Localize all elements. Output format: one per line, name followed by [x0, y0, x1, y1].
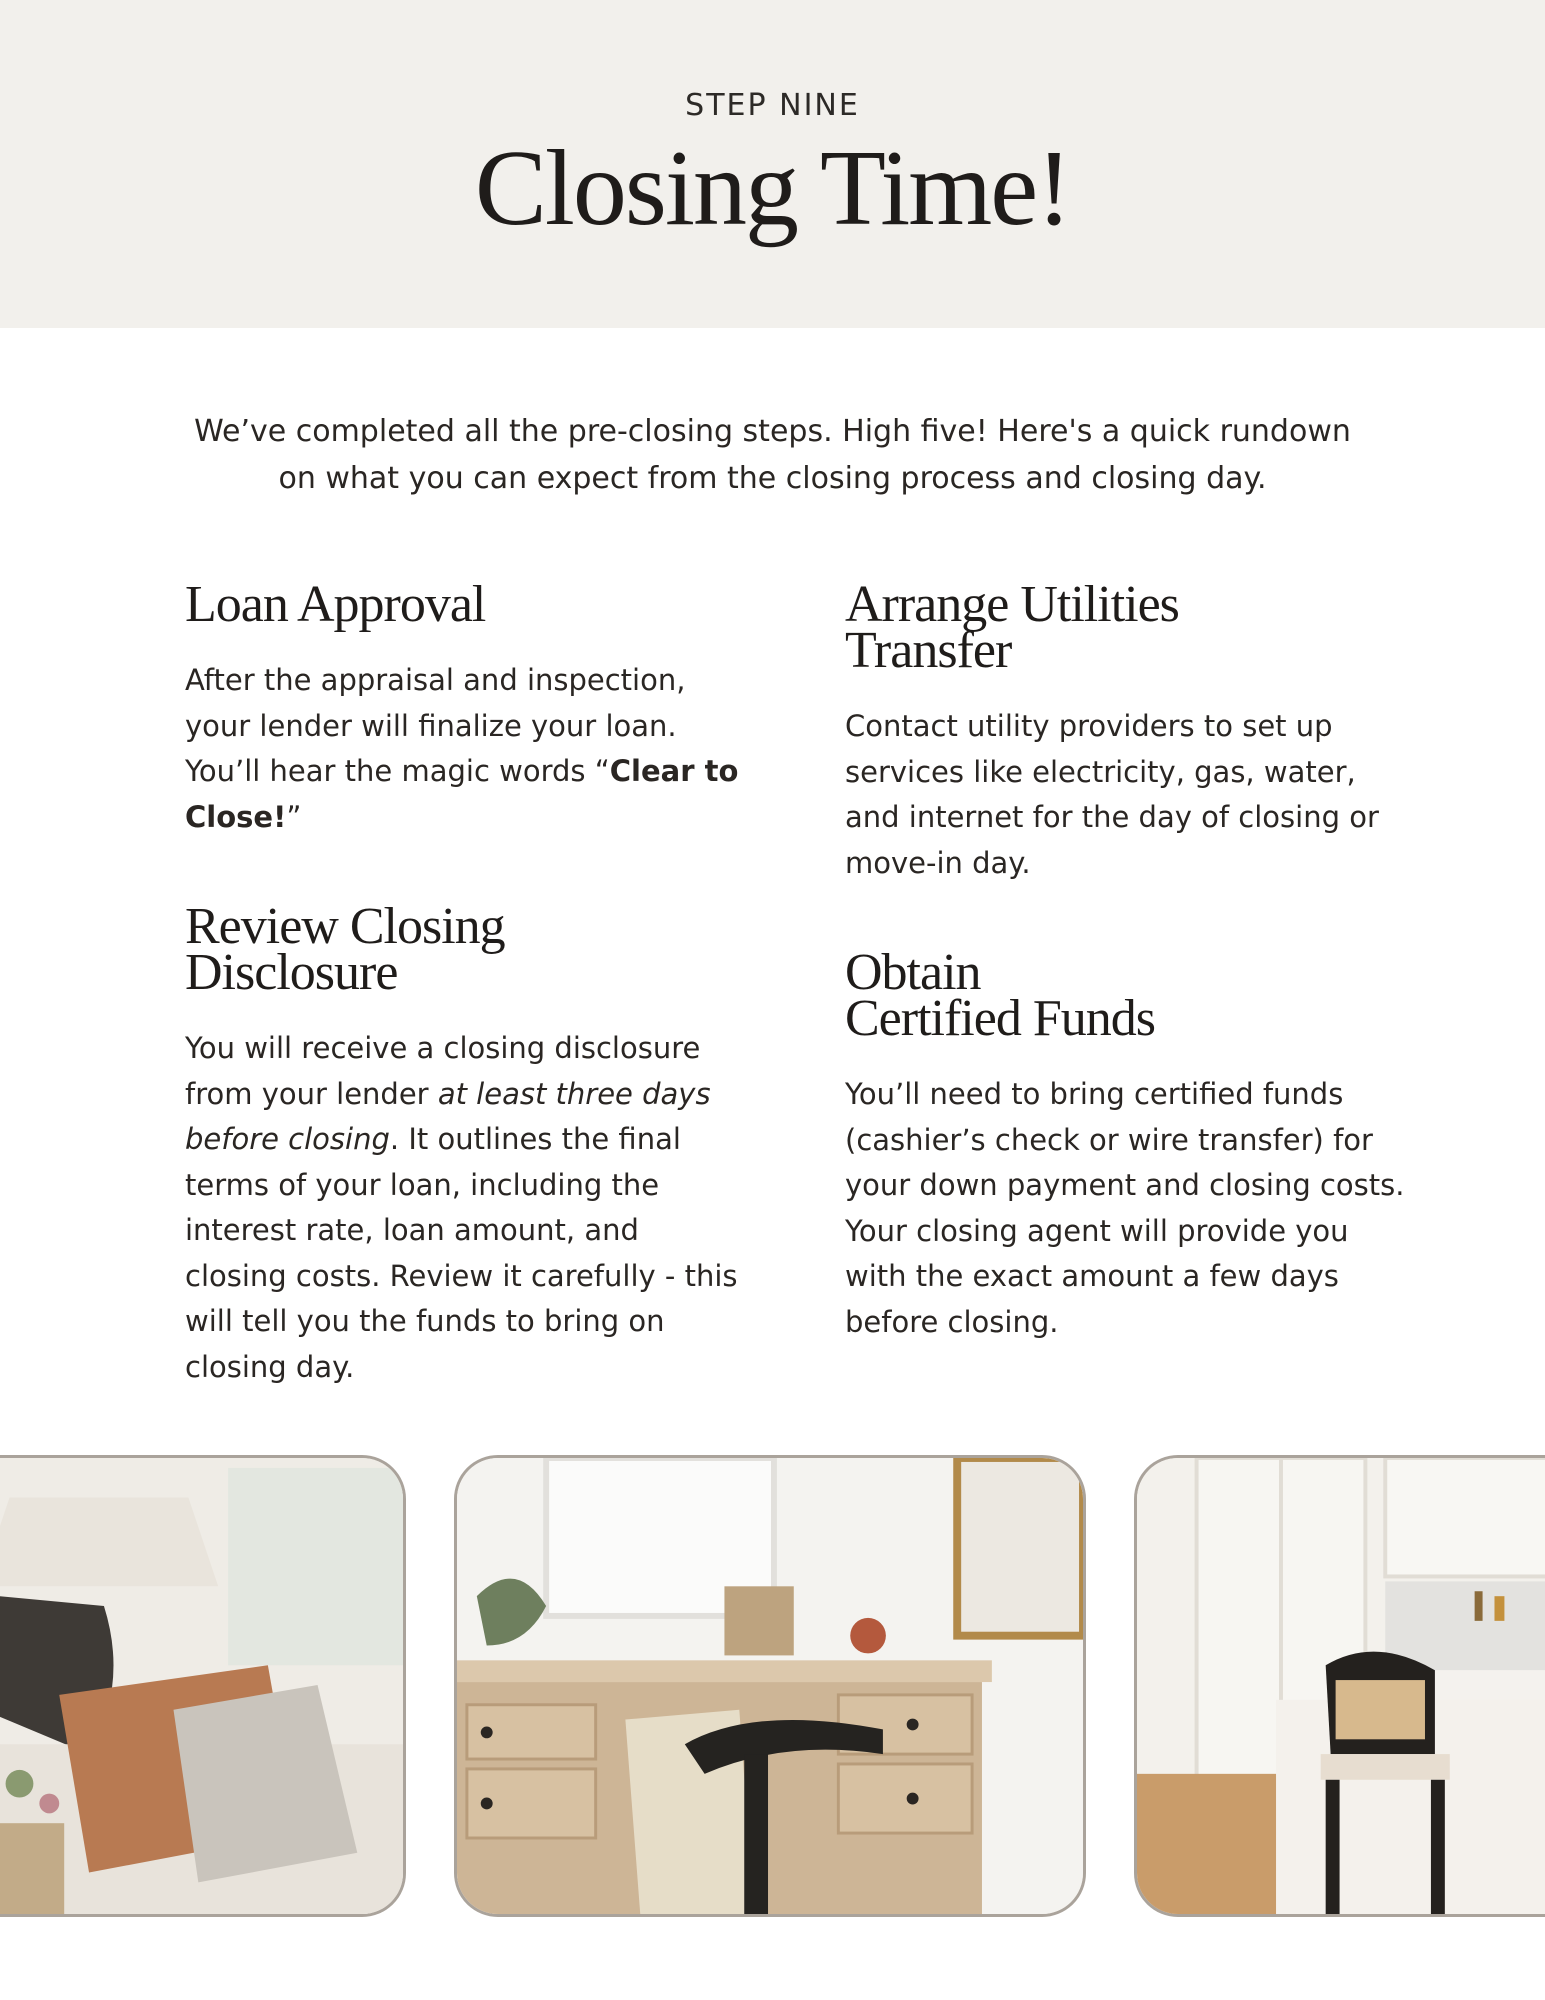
section-certified-funds	[845, 944, 1405, 1345]
left-column	[185, 576, 745, 1454]
section-heading: Arrange Utilities Transfer	[845, 576, 1179, 679]
section-heading: Obtain Certified Funds	[845, 944, 1155, 1047]
kitchen-illustration	[1137, 1458, 1545, 1914]
photo-kitchen	[1134, 1455, 1545, 1917]
photo-desk-nook	[454, 1455, 1086, 1917]
living-room-illustration	[0, 1458, 403, 1914]
desk-nook-illustration	[457, 1458, 1083, 1914]
clear-to-close-emphasis: Clear to Close!	[185, 754, 739, 834]
page-title: Closing Time!	[474, 129, 1071, 248]
section-heading: Review Closing Disclosure	[185, 898, 505, 1001]
section-body: You’ll need to bring certified funds (cashier’s check or wire transfer) for your down payment and closing costs. Your closing agent will provide you with the exact amount a few days before closing.	[845, 1077, 1405, 1339]
step-label: STEP NINE	[685, 88, 860, 123]
timing-emphasis: at least three days before closing	[185, 1076, 711, 1156]
section-review-disclosure	[185, 898, 745, 1390]
section-body: After the appraisal and inspection, your lender will finalize your loan. You’ll hear the magic words “Clear to Close!”	[185, 663, 739, 834]
right-column	[845, 576, 1405, 1409]
section-heading: Loan Approval	[185, 576, 486, 633]
intro-paragraph: We’ve completed all the pre-closing steps. High five! Here's a quick rundown on what you can expect from the closing process and closing day.	[194, 414, 1351, 496]
section-body: Contact utility providers to set up services like electricity, gas, water, and internet for the day of closing or move-in day.	[845, 709, 1379, 880]
section-loan-approval	[185, 576, 745, 840]
photo-living-room	[0, 1455, 406, 1917]
section-body: You will receive a closing disclosure from your lender at least three days before closing. It outlines the final terms of your loan, including the interest rate, loan amount, and closing costs. Review it carefully - this will tell you the funds to bring on closing day.	[185, 1031, 738, 1384]
header-band	[0, 0, 1545, 328]
section-utilities	[845, 576, 1405, 886]
